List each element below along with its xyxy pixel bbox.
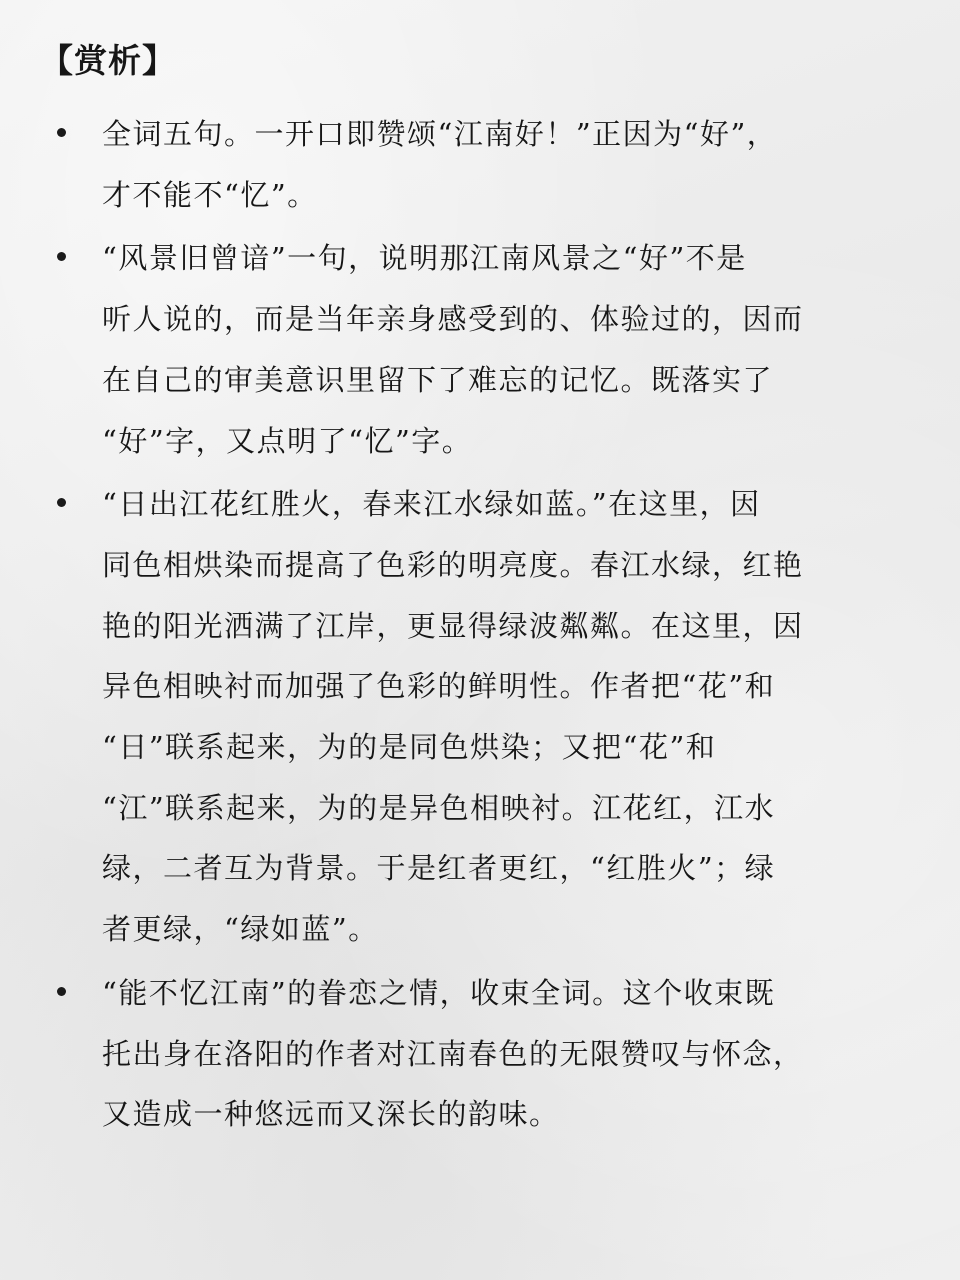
section-heading: 【赏析】 bbox=[40, 41, 176, 80]
text-line: “江”联系起来，为的是异色相映衬。江花红，江水 bbox=[102, 790, 776, 825]
list-item bbox=[0, 228, 960, 471]
text-line: “日”联系起来，为的是同色烘染；又把“花”和 bbox=[102, 730, 717, 765]
text-line: 艳的阳光洒满了江岸，更显得绿波粼粼。在这里，因 bbox=[102, 608, 804, 643]
analysis-list bbox=[0, 104, 960, 1148]
list-item bbox=[0, 474, 960, 960]
paragraph bbox=[102, 228, 888, 471]
bullet-dot-icon bbox=[57, 498, 66, 507]
text-line: 在自己的审美意识里留下了难忘的记忆。既落实了 bbox=[102, 362, 774, 397]
text-line: 托出身在洛阳的作者对江南春色的无限赞叹与怀念， bbox=[102, 1036, 804, 1071]
text-line: 听人说的，而是当年亲身感受到的、体验过的，因而 bbox=[102, 302, 804, 337]
bullet-dot-icon bbox=[57, 252, 66, 261]
list-item bbox=[0, 963, 960, 1145]
text-line: “好”字，又点明了“忆”字。 bbox=[102, 423, 473, 458]
text-line: “日出江花红胜火，春来江水绿如蓝。”在这里，因 bbox=[102, 487, 761, 522]
list-item bbox=[0, 104, 960, 225]
text-line: 同色相烘染而提高了色彩的明亮度。春江水绿，红艳 bbox=[102, 547, 804, 582]
text-line: 全词五句。一开口即赞颂“江南好！”正因为“好”， bbox=[102, 117, 778, 151]
text-line: 又造成一种悠远而又深长的韵味。 bbox=[102, 1097, 560, 1132]
paragraph bbox=[102, 104, 888, 225]
text-line: 才不能不“忆”。 bbox=[102, 177, 318, 212]
text-line: 者更绿，“绿如蓝”。 bbox=[102, 912, 379, 947]
text-line: “风景旧曾谙”一句，说明那江南风景之“好”不是 bbox=[102, 241, 747, 276]
bullet-dot-icon bbox=[57, 987, 66, 996]
paragraph bbox=[102, 963, 888, 1145]
text-line: 绿，二者互为背景。于是红者更红，“红胜火”；绿 bbox=[102, 851, 776, 886]
paragraph bbox=[102, 474, 888, 960]
bullet-dot-icon bbox=[57, 128, 66, 137]
text-line: “能不忆江南”的眷恋之情，收束全词。这个收束既 bbox=[102, 975, 776, 1010]
text-line: 异色相映衬而加强了色彩的鲜明性。作者把“花”和 bbox=[102, 669, 776, 704]
